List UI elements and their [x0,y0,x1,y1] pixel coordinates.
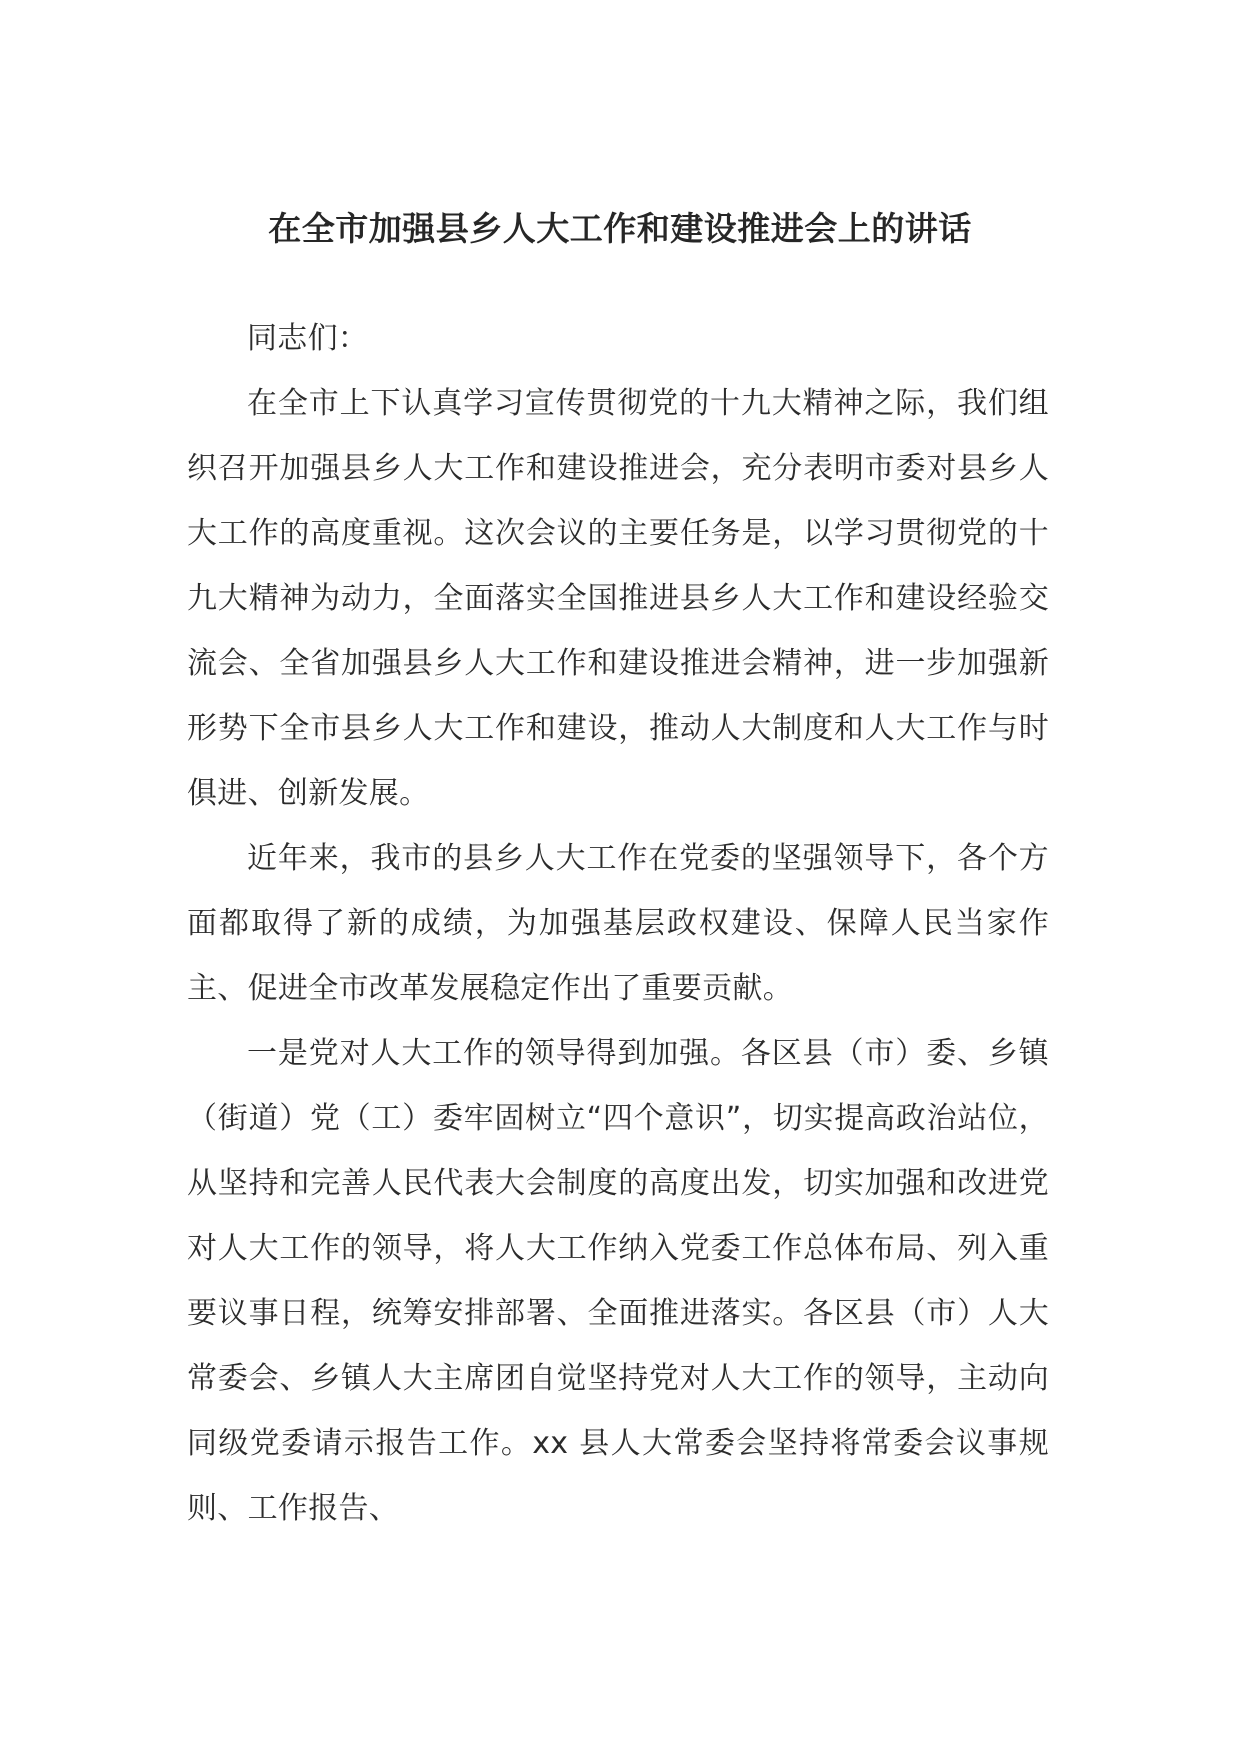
paragraph-2: 近年来，我市的县乡人大工作在党委的坚强领导下，各个方面都取得了新的成绩，为加强基层政权建设、保障人民当家作主、促进全市改革发展稳定作出了重要贡献。 [187,841,1049,1006]
document-title: 在全市加强县乡人大工作和建设推进会上的讲话 [268,209,972,248]
salutation: 同志们： [247,321,369,356]
document-body [187,306,1049,1541]
paragraph-3: 一是党对人大工作的领导得到加强。各区县（市）委、乡镇（街道）党（工）委牢固树立“四个意识”，切实提高政治站位，从坚持和完善人民代表大会制度的高度出发，切实加强和改进党对人大工作的领导，将人大工作纳入党委工作总体布局、列入重要议事日程，统筹安排部署、全面推进落实。各区县（市）人大常委会、乡镇人大主席团自觉坚持党对人大工作的领导，主动向同级党委请示报告工作。xx 县人大常委会坚持将常委会议事规则、工作报告、 [187,1036,1049,1526]
paragraph-1: 在全市上下认真学习宣传贯彻党的十九大精神之际，我们组织召开加强县乡人大工作和建设推进会，充分表明市委对县乡人大工作的高度重视。这次会议的主要任务是，以学习贯彻党的十九大精神为动力，全面落实全国推进县乡人大工作和建设经验交流会、全省加强县乡人大工作和建设推进会精神，进一步加强新形势下全市县乡人大工作和建设，推动人大制度和人大工作与时俱进、创新发展。 [187,386,1049,811]
